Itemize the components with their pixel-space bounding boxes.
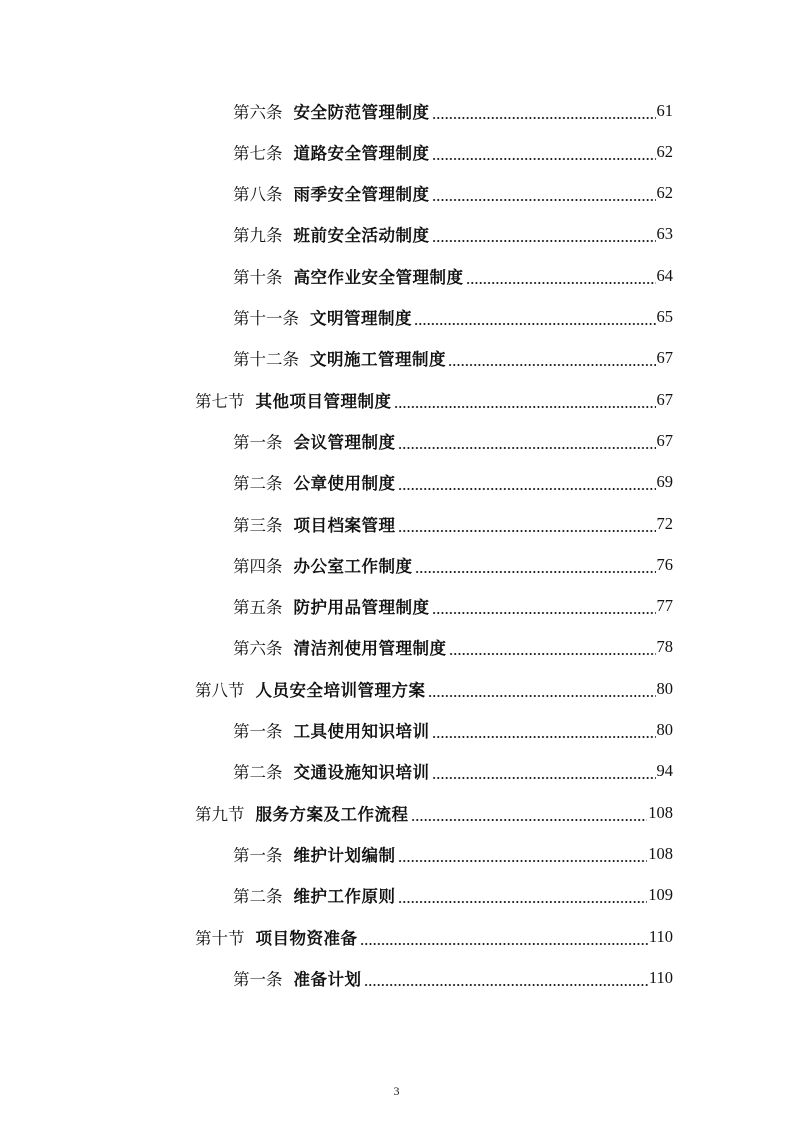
toc-dot-leader [398, 851, 648, 863]
toc-article-entry[interactable] [233, 710, 673, 751]
toc-entry-page-number: 80 [656, 678, 673, 698]
toc-entry-title: 工具使用知识培训 [293, 722, 430, 741]
toc-entry-label: 第九条 [233, 226, 283, 246]
toc-article-entry[interactable] [233, 90, 673, 131]
toc-entry-label: 第一条 [233, 845, 283, 865]
toc-dot-leader [466, 273, 656, 285]
toc-entry-page-number: 69 [656, 472, 673, 492]
toc-entry-page-number: 77 [656, 596, 673, 616]
toc-entry-page-number: 108 [648, 843, 673, 863]
toc-entry-label: 第三条 [233, 515, 283, 535]
toc-dot-leader [398, 521, 656, 533]
toc-entry-page-number: 64 [656, 265, 673, 285]
toc-entry-label: 第八条 [233, 185, 283, 205]
toc-article-entry[interactable] [233, 751, 673, 792]
toc-article-entry[interactable] [233, 297, 673, 338]
toc-article-entry[interactable] [233, 173, 673, 214]
toc-section-entry[interactable] [195, 668, 673, 709]
toc-entry-title: 办公室工作制度 [293, 556, 413, 576]
toc-entry-title: 文明管理制度 [310, 309, 412, 328]
toc-entry-title: 文明施工管理制度 [310, 350, 446, 370]
toc-entry-title: 雨季安全管理制度 [293, 185, 430, 205]
toc-dot-leader [432, 231, 656, 243]
toc-entry-page-number: 110 [648, 926, 673, 946]
toc-entry-label: 第九节 [195, 804, 245, 824]
toc-dot-leader [360, 934, 648, 946]
toc-dot-leader [428, 686, 656, 698]
toc-entry-page-number: 61 [656, 100, 673, 120]
toc-article-entry[interactable] [233, 586, 673, 627]
toc-entry-label: 第六条 [233, 639, 283, 659]
toc-dot-leader [432, 603, 656, 615]
toc-entry-label: 第八节 [195, 680, 245, 700]
toc-entry-page-number: 110 [648, 967, 673, 987]
toc-entry-page-number: 78 [656, 637, 673, 657]
toc-entry-title: 其他项目管理制度 [255, 391, 392, 411]
toc-entry-label: 第二条 [233, 474, 283, 494]
toc-article-entry[interactable] [233, 875, 673, 916]
toc-entry-label: 第五条 [233, 598, 283, 618]
toc-entry-title: 安全防范管理制度 [293, 102, 430, 122]
toc-entry-page-number: 94 [656, 761, 673, 781]
toc-entry-label: 第四条 [233, 556, 283, 576]
toc-entry-title: 防护用品管理制度 [293, 598, 430, 618]
toc-entry-page-number: 109 [648, 885, 673, 905]
toc-entry-title: 交通设施知识培训 [293, 763, 430, 783]
toc-entry-title: 维护计划编制 [293, 845, 396, 865]
toc-entry-title: 会议管理制度 [293, 432, 396, 452]
toc-dot-leader [394, 397, 656, 409]
toc-dot-leader [398, 479, 656, 491]
toc-article-entry[interactable] [233, 503, 673, 544]
toc-dot-leader [432, 149, 656, 161]
toc-entry-page-number: 65 [656, 307, 673, 326]
toc-entry-page-number: 80 [656, 720, 673, 739]
toc-entry-label: 第七节 [195, 391, 245, 411]
toc-article-entry[interactable] [233, 627, 673, 668]
toc-article-entry[interactable] [233, 462, 673, 503]
toc-entry-page-number: 67 [656, 348, 673, 368]
toc-entry-label: 第二条 [233, 763, 283, 783]
toc-entry-title: 准备计划 [293, 969, 362, 989]
toc-entry-label: 第七条 [233, 143, 283, 163]
toc-entry-label: 第十条 [233, 267, 283, 287]
toc-entry-title: 项目档案管理 [293, 515, 396, 535]
toc-dot-leader [448, 355, 656, 367]
toc-dot-leader [398, 892, 648, 904]
toc-entry-title: 项目物资准备 [255, 928, 358, 948]
toc-article-entry[interactable] [233, 131, 673, 172]
toc-entry-page-number: 63 [656, 224, 673, 244]
toc-entry-label: 第一条 [233, 432, 283, 452]
toc-entry-title: 人员安全培训管理方案 [255, 680, 426, 700]
toc-dot-leader [449, 644, 656, 656]
toc-entry-title: 班前安全活动制度 [293, 226, 430, 246]
toc-entry-page-number: 108 [648, 802, 673, 822]
toc-entry-title: 公章使用制度 [293, 474, 396, 494]
toc-dot-leader [364, 975, 648, 987]
toc-section-entry[interactable] [195, 379, 673, 420]
toc-entry-page-number: 76 [656, 554, 673, 574]
toc-dot-leader [398, 438, 656, 450]
toc-entry-page-number: 62 [656, 183, 673, 203]
toc-entry-label: 第六条 [233, 102, 283, 122]
toc-article-entry[interactable] [233, 338, 673, 379]
toc-article-entry[interactable] [233, 255, 673, 296]
toc-dot-leader [432, 768, 656, 780]
toc-section-entry[interactable] [195, 916, 673, 957]
toc-dot-leader [415, 562, 656, 574]
page-number: 3 [393, 1084, 400, 1098]
toc-dot-leader [432, 190, 656, 202]
toc-entry-label: 第一条 [233, 722, 283, 741]
toc-section-entry[interactable] [195, 792, 673, 833]
toc-entry-label: 第十二条 [233, 350, 299, 370]
toc-entry-page-number: 67 [656, 430, 673, 450]
toc-entry-title: 服务方案及工作流程 [255, 804, 409, 824]
toc-entry-title: 维护工作原则 [293, 887, 396, 907]
toc-article-entry[interactable] [233, 833, 673, 874]
toc-dot-leader [411, 810, 648, 822]
toc-dot-leader [432, 727, 656, 739]
toc-article-entry[interactable] [233, 420, 673, 461]
toc-entry-title: 高空作业安全管理制度 [293, 267, 464, 287]
toc-entry-label: 第二条 [233, 887, 283, 907]
toc-entry-page-number: 62 [656, 141, 673, 161]
toc-dot-leader [414, 314, 656, 326]
toc-article-entry[interactable] [233, 544, 673, 585]
toc-article-entry[interactable] [233, 214, 673, 255]
toc-entry-page-number: 72 [656, 513, 673, 533]
toc-dot-leader [432, 108, 656, 120]
toc-entry-label: 第十一条 [233, 309, 299, 328]
toc-entry-title: 道路安全管理制度 [293, 143, 430, 163]
toc-entry-page-number: 67 [656, 389, 673, 409]
toc-article-entry[interactable] [233, 957, 673, 998]
toc-entry-title: 清洁剂使用管理制度 [293, 639, 447, 659]
toc-entry-label: 第一条 [233, 969, 283, 989]
toc-entry-label: 第十节 [195, 928, 245, 948]
